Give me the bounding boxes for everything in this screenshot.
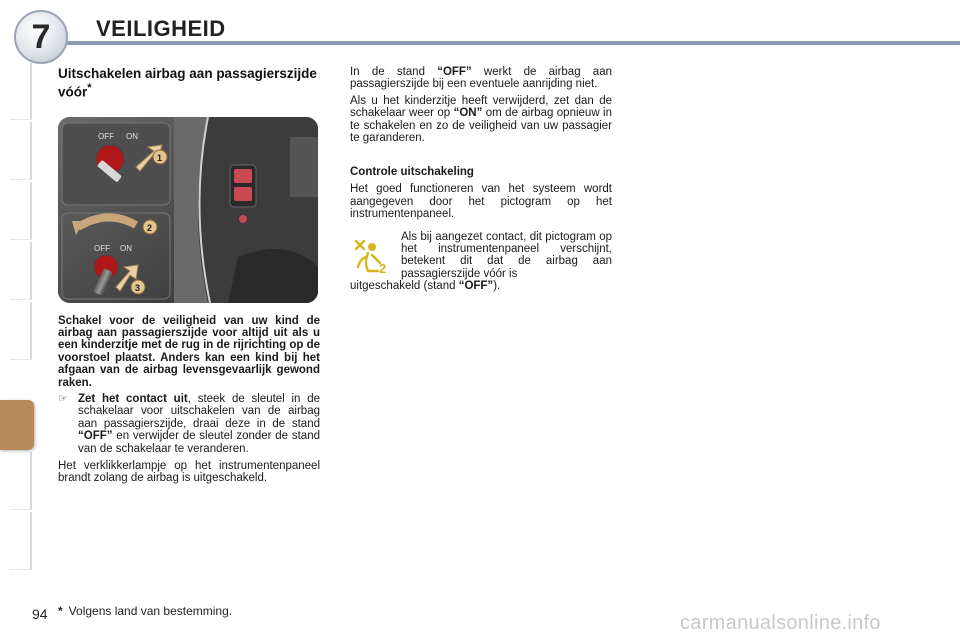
- airbag-indicator-text-b: uitgeschakeld (stand: [350, 280, 459, 293]
- instruction-bullet: [58, 393, 320, 455]
- footnote: [58, 604, 232, 618]
- watermark: carmanualsonline.info: [680, 612, 881, 634]
- airbag-switch-photo: [58, 117, 318, 303]
- indicator-paragraph: Het verklikkerlampje op het instrumentenpaneel brandt zolang de airbag is uitgeschakeld.: [58, 459, 320, 485]
- label-on-bottom: ON: [120, 243, 132, 253]
- chapter-tab[interactable]: [10, 182, 32, 240]
- chapter-tab[interactable]: [10, 512, 32, 570]
- chapter-tab[interactable]: [10, 242, 32, 300]
- chapter-number: 7: [31, 17, 51, 56]
- instruction-bold: Zet het contact uit: [78, 392, 188, 405]
- label-off-top: OFF: [98, 131, 114, 141]
- chapter-tabs: [0, 62, 34, 578]
- page-title: VEILIGHEID: [96, 16, 226, 41]
- off-paragraph-off: “OFF”: [437, 66, 472, 78]
- chapter-badge: [14, 10, 68, 64]
- off-paragraph-b: werkt de airbag aan passagierszijde bij een eventuele aanrijding niet.: [350, 66, 612, 91]
- airbag-switch-illustration: [58, 117, 318, 303]
- on-paragraph-on: “ON”: [453, 107, 483, 120]
- label-off-bottom: OFF: [94, 243, 110, 253]
- safety-warning: Schakel voor de veiligheid van uw kind de airbag aan passagierszijde voor altijd uit als u een kinderzitje met de rug in de rijrichting op de voorstoel plaatst. Anders kan een kind bij het afgaan van de airbag levensgevaarlijk gewond raken.: [58, 314, 320, 389]
- pointing-hand-icon: ☞: [58, 392, 68, 405]
- svg-text:2: 2: [379, 260, 387, 275]
- airbag-indicator-off: “OFF”: [458, 280, 494, 293]
- callout-2: 2: [147, 222, 153, 233]
- chapter-tab-active[interactable]: [0, 400, 34, 450]
- off-paragraph-a: In de stand: [350, 66, 438, 78]
- on-paragraph-b: om de airbag opnieuw in te schakelen en zo de veiligheid van uw passagier te garanderen.: [350, 107, 613, 145]
- control-paragraph: Het goed functioneren van het systeem wordt aangegeven door het pictogram op het instrumentenpaneel.: [350, 183, 612, 221]
- footnote-text: Volgens land van bestemming.: [68, 604, 233, 618]
- off-paragraph: [350, 66, 612, 91]
- label-on-top: ON: [126, 131, 138, 141]
- chapter-tab[interactable]: [10, 122, 32, 180]
- chapter-tab[interactable]: [10, 452, 32, 510]
- callout-3: 3: [135, 282, 141, 293]
- section-heading-text: Uitschakelen airbag aan passagierszijde vóór: [58, 66, 317, 100]
- instruction-text-2: en verwijder de sleutel zonder de stand van de schakelaar te veranderen.: [78, 430, 320, 455]
- footnote-star: *: [58, 604, 63, 618]
- left-column: [58, 66, 320, 485]
- right-column: [350, 66, 612, 301]
- section-heading: [58, 66, 320, 100]
- on-paragraph-a: Als u het kinderzitje heeft verwijderd, zet dan de schakelaar weer op: [350, 94, 612, 120]
- page-number: 94: [32, 606, 48, 622]
- instruction-text-1: , steek de sleutel in de schakelaar voor uitschakelen van de airbag aan passagierszijde, draai deze in de stand: [78, 392, 320, 430]
- subheading-control: Controle uitschakeling: [350, 166, 474, 179]
- chapter-tab[interactable]: [10, 62, 32, 120]
- chapter-tab[interactable]: [10, 302, 32, 360]
- on-paragraph: [350, 95, 612, 145]
- airbag-indicator-text-a: Als bij aangezet contact, dit pictogram op het instrumentenpaneel verschijnt, betekent dit dat de airbag aan passagierszijde vóór is: [401, 230, 612, 280]
- airbag-indicator-text-c: ).: [493, 280, 501, 293]
- instruction-off: “OFF”: [78, 430, 113, 443]
- callout-1: 1: [157, 152, 163, 163]
- page-header: [0, 0, 960, 60]
- airbag-off-icon: [350, 237, 392, 275]
- airbag-indicator-block: [350, 231, 612, 301]
- heading-footnote-mark: *: [87, 82, 92, 94]
